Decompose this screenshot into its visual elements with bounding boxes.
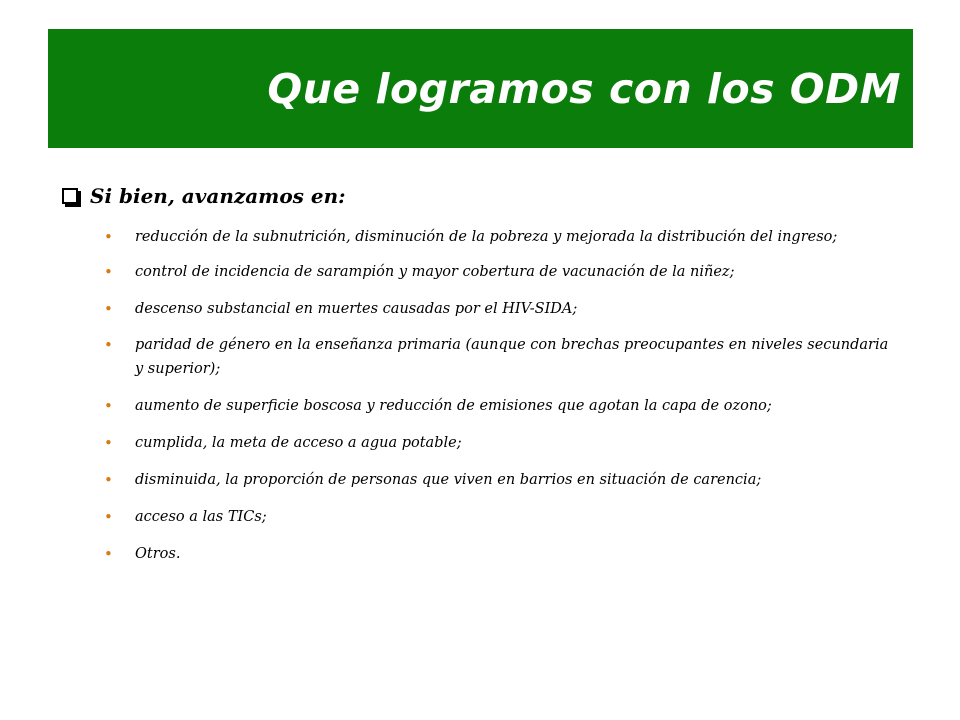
- section-heading-text: Si bien, avanzamos en:: [90, 184, 346, 208]
- bullet-dot-icon: •: [104, 300, 113, 318]
- list-item-text: reducción de la subnutrición, disminución de la pobreza y mejorada la distribución del ingreso;: [135, 229, 838, 245]
- bullet-dot-icon: •: [104, 508, 113, 526]
- slide-title: Que logramos con los ODM: [267, 65, 901, 113]
- list-item-text: cumplida, la meta de acceso a agua potable;: [135, 435, 462, 451]
- bullet-dot-icon: •: [104, 336, 113, 354]
- title-banner: [48, 29, 913, 148]
- list-item-text: Otros.: [135, 546, 181, 562]
- list-item: [100, 260, 890, 284]
- bullet-dot-icon: •: [104, 228, 113, 246]
- list-item-text: aumento de superficie boscosa y reducción de emisiones que agotan la capa de ozono;: [135, 398, 772, 414]
- list-item-text: acceso a las TICs;: [135, 509, 267, 525]
- list-item: [100, 297, 890, 321]
- section-heading: [62, 181, 346, 211]
- bullet-dot-icon: •: [104, 545, 113, 563]
- list-item-text: disminuida, la proporción de personas que viven en barrios en situación de carencia;: [135, 472, 762, 488]
- list-item: [100, 431, 890, 455]
- bullet-dot-icon: •: [104, 263, 113, 281]
- bullet-dot-icon: •: [104, 434, 113, 452]
- list-item: [100, 468, 890, 492]
- list-item: [100, 505, 890, 529]
- bullet-dot-icon: •: [104, 471, 113, 489]
- list-item-text: control de incidencia de sarampión y mayor cobertura de vacunación de la niñez;: [135, 264, 735, 280]
- list-item-text: descenso substancial en muertes causadas por el HIV-SIDA;: [135, 301, 578, 317]
- list-item: [100, 394, 890, 418]
- list-item: [100, 225, 890, 249]
- list-item: [100, 542, 890, 566]
- bullet-dot-icon: •: [104, 397, 113, 415]
- list-item: [100, 333, 890, 381]
- bullet-list: [100, 225, 890, 566]
- checkbox-bullet-icon: [62, 188, 78, 204]
- list-item-text: paridad de género en la enseñanza primaria (aunque con brechas preocupantes en niveles secundaria y superior);: [135, 337, 889, 377]
